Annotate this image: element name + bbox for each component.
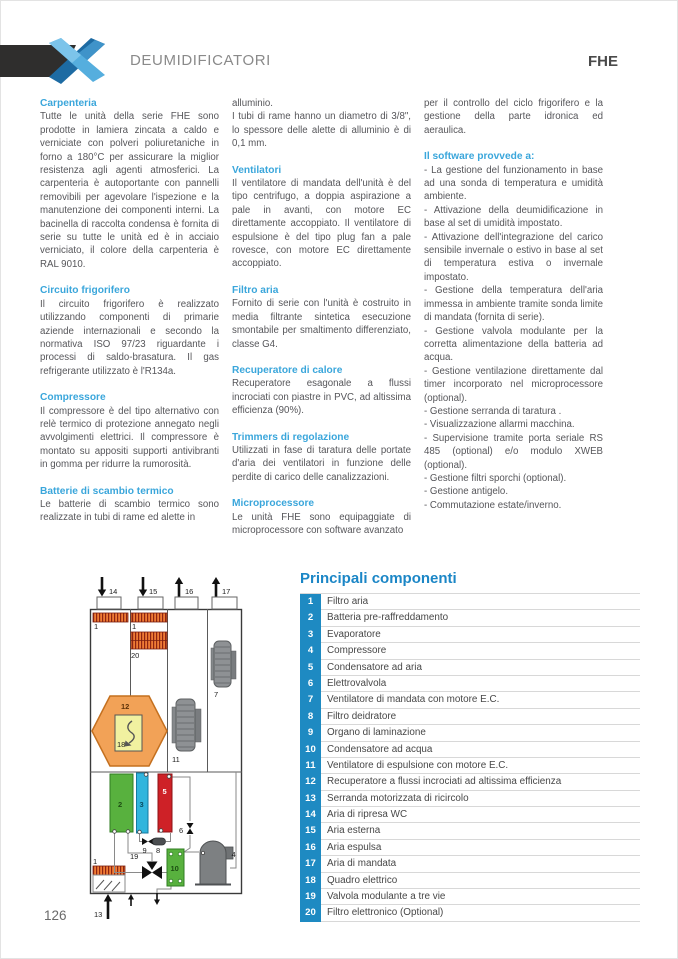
section-paragraph: - Commutazione estate/inverno. xyxy=(424,499,562,511)
component-label: Filtro elettronico (Optional) xyxy=(321,905,640,921)
section-paragraph: - Attivazione dell'integrazione del carico sensibile invernale o estivo in base al set di temperatura estiva o invernale impostato. xyxy=(424,231,603,283)
section-paragraph: I tubi di rame hanno un diametro di 3/8", lo spessore delle alette di alluminio è di 0,1 mm. xyxy=(232,111,411,150)
air-condenser-coil xyxy=(158,774,172,832)
component-number: 18 xyxy=(300,873,321,889)
section-heading: Batterie di scambio termico xyxy=(40,485,174,497)
component-row xyxy=(300,791,640,807)
section-paragraph: per il controllo del ciclo frigorifero e la gestione della parte idronica ed aeraulica. xyxy=(424,98,603,136)
component-number: 7 xyxy=(300,692,321,708)
component-label: Quadro elettrico xyxy=(321,873,640,889)
section-paragraph: Le unità FHE sono equipaggiate di microprocessore con software avanzato xyxy=(232,511,411,536)
section-paragraph: - Gestione della temperatura dell'aria immessa in ambiente tramite sonda limite di mandata (fornita di serie). xyxy=(424,285,603,324)
section-paragraph: Fornito di serie con l'unità è costruito in media filtrante sintetica esecuzione smontabile per smaltimento differenziato, classe G4. xyxy=(232,298,411,350)
component-row xyxy=(300,774,640,790)
component-label: Aria espulsa xyxy=(321,840,640,856)
section-heading: Compressore xyxy=(40,392,106,404)
label-4: 4 xyxy=(231,850,236,859)
component-row xyxy=(300,676,640,692)
section-heading: Filtro aria xyxy=(232,284,279,296)
section-heading: Recuperatore di calore xyxy=(232,364,343,376)
component-number: 13 xyxy=(300,791,321,807)
component-row xyxy=(300,823,640,839)
components-list xyxy=(300,593,640,922)
section-heading: Circuito frigorifero xyxy=(40,285,130,297)
section-paragraph: - La gestione del funzionamento in base ad una sonda di temperatura e umidità ambiente. xyxy=(424,164,603,203)
component-label: Aria di mandata xyxy=(321,856,640,872)
component-row xyxy=(300,709,640,725)
component-number: 2 xyxy=(300,610,321,626)
filter-drier xyxy=(153,838,166,845)
component-label: Valvola modulante a tre vie xyxy=(321,889,640,905)
component-number: 6 xyxy=(300,676,321,692)
component-number: 1 xyxy=(300,594,321,610)
components-title: Principali componenti xyxy=(300,570,457,587)
label-17: 17 xyxy=(222,587,231,596)
component-row xyxy=(300,873,640,889)
section-heading: Il software provvede a: xyxy=(424,151,535,163)
section-paragraph: Recuperatore esagonale a flussi incrociati con piastre in PVC, ad altissima efficienza (90%). xyxy=(232,378,411,417)
page-number: 126 xyxy=(44,908,67,923)
component-row xyxy=(300,610,640,626)
unit-schematic-diagram xyxy=(40,570,300,930)
label-1-bottom: 1 xyxy=(93,857,98,866)
section-paragraph: - Supervisione tramite porta seriale RS 485 (optional) e/o modulo XWEB (optional). xyxy=(424,432,603,471)
page-title: DEUMIDIFICATORI xyxy=(130,52,271,69)
airflow-arrows xyxy=(102,577,216,597)
label-2: 2 xyxy=(118,800,123,809)
section-heading: Trimmers di regolazione xyxy=(232,431,350,443)
label-14: 14 xyxy=(109,587,118,596)
component-number: 3 xyxy=(300,627,321,643)
component-number: 20 xyxy=(300,905,321,921)
section-paragraph: Il circuito frigorifero è realizzato utilizzando componenti di primarie aziende internazionali e secondo la normativa ISO 97/23 riguardante i processi di saldo-brasatura. Il gas refrigerante utilizzato è l'R134a. xyxy=(40,298,219,377)
component-label: Condensatore ad aria xyxy=(321,660,640,676)
label-15: 15 xyxy=(149,587,158,596)
component-label: Aria di ripresa WC xyxy=(321,807,640,823)
section-paragraph: - Gestione serranda di taratura . xyxy=(424,405,562,417)
component-number: 17 xyxy=(300,856,321,872)
component-row xyxy=(300,643,640,659)
component-label: Recuperatore a flussi incrociati ad altissima efficienza xyxy=(321,774,640,790)
component-number: 11 xyxy=(300,758,321,774)
component-number: 12 xyxy=(300,774,321,790)
section-paragraph: Utilizzati in fase di taratura delle portate d'aria dei ventilatori in funzione delle perdite di carico delle canalizzazioni. xyxy=(232,444,411,483)
recirculation-damper xyxy=(93,875,125,892)
component-row xyxy=(300,725,640,741)
component-row xyxy=(300,742,640,758)
component-label: Organo di laminazione xyxy=(321,725,640,741)
section-paragraph: - Gestione valvola modulante per la corretta alimentazione della batteria ad acqua. xyxy=(424,325,603,364)
label-5: 5 xyxy=(162,787,167,796)
section-paragraph: Le batterie di scambio termico sono realizzate in tubi di rame ed alette in xyxy=(40,498,219,524)
text-column-2 xyxy=(232,97,411,537)
section-paragraph: - Gestione filtri sporchi (optional). xyxy=(424,472,567,484)
section-paragraph: Il ventilatore di mandata dell'unità è del tipo centrifugo, a doppia aspirazione a pale in avanti, con motore EC direttamente accoppiato. Il ventilatore di espulsione è del tipo plug fan a pale rovesce, con motore EC direttamente accoppiato. xyxy=(232,178,411,270)
component-number: 8 xyxy=(300,709,321,725)
component-number: 16 xyxy=(300,840,321,856)
label-16: 16 xyxy=(185,587,194,596)
component-label: Evaporatore xyxy=(321,627,640,643)
component-label: Aria esterna xyxy=(321,823,640,839)
component-label: Batteria pre-raffreddamento xyxy=(321,610,640,626)
label-10: 10 xyxy=(170,864,179,873)
component-label: Ventilatore di espulsione con motore E.C. xyxy=(321,758,640,774)
section-paragraph: - Attivazione della deumidificazione in base al set di umidità impostato. xyxy=(424,204,603,230)
section-heading: Ventilatori xyxy=(232,164,282,176)
text-column-3 xyxy=(424,97,603,512)
component-row xyxy=(300,594,640,610)
label-19: 19 xyxy=(130,852,139,861)
component-label: Filtro deidratore xyxy=(321,709,640,725)
component-number: 19 xyxy=(300,889,321,905)
component-label: Compressore xyxy=(321,643,640,659)
duct-stubs xyxy=(97,597,237,609)
component-row xyxy=(300,807,640,823)
label-1-mid: 1 xyxy=(132,622,137,631)
section-paragraph: - Gestione antigelo. xyxy=(424,486,509,498)
section-paragraph: alluminio. xyxy=(232,98,273,109)
section-paragraph: Il compressore è del tipo alternativo con relè termico di protezione annegato negli avvolgimenti elettrici. Il compressore è montato su appositi supporti antivibranti in gomma per ridurre la rumorosità. xyxy=(40,405,219,471)
component-number: 10 xyxy=(300,742,321,758)
label-7: 7 xyxy=(214,690,219,699)
section-heading: Microprocessore xyxy=(232,498,315,510)
component-number: 4 xyxy=(300,643,321,659)
model-code: FHE xyxy=(588,53,618,70)
label-9: 9 xyxy=(142,846,147,855)
component-row xyxy=(300,758,640,774)
label-3: 3 xyxy=(139,800,144,809)
section-heading: Carpenteria xyxy=(40,98,97,109)
component-row xyxy=(300,889,640,905)
component-number: 9 xyxy=(300,725,321,741)
bottom-flow-arrows xyxy=(104,893,160,919)
component-label: Ventilatore di mandata con motore E.C. xyxy=(321,692,640,708)
component-label: Filtro aria xyxy=(321,594,640,610)
component-number: 14 xyxy=(300,807,321,823)
section-paragraph: Tutte le unità della serie FHE sono prodotte in lamiera zincata a caldo e verniciate con polveri poliuretaniche in forno a 180°C per assicurare la miglior resistenza agli agenti atmosferici. La carpenteria è autoportante con pannelli removibili per agevolare l'ispezione e la manutenzione dei componenti interni. La bacinella di raccolta condensa è fornita di serie su tutte le unità ed è in acciaio verniciato, il colore della carpenteria è RAL 9010. xyxy=(40,111,219,270)
label-1-left: 1 xyxy=(94,622,99,631)
component-number: 15 xyxy=(300,823,321,839)
label-20: 20 xyxy=(131,651,140,660)
text-column-1 xyxy=(40,97,219,525)
component-row xyxy=(300,840,640,856)
section-paragraph: - Visualizzazione allarmi macchina. xyxy=(424,419,575,431)
component-row xyxy=(300,660,640,676)
label-18: 18 xyxy=(117,740,126,749)
label-6: 6 xyxy=(179,826,184,835)
label-12: 12 xyxy=(121,702,130,711)
component-row xyxy=(300,905,640,921)
label-13: 13 xyxy=(94,910,103,919)
component-label: Condensatore ad acqua xyxy=(321,742,640,758)
component-number: 5 xyxy=(300,660,321,676)
brand-x-logo xyxy=(47,37,109,85)
component-label: Elettrovalvola xyxy=(321,676,640,692)
component-row xyxy=(300,856,640,872)
component-row xyxy=(300,627,640,643)
label-11: 11 xyxy=(172,755,180,764)
section-paragraph: - Gestione ventilazione direttamente dal timer incorporato nel microprocessore (optional). xyxy=(424,365,603,404)
component-row xyxy=(300,692,640,708)
label-8: 8 xyxy=(156,846,161,855)
component-label: Serranda motorizzata di ricircolo xyxy=(321,791,640,807)
